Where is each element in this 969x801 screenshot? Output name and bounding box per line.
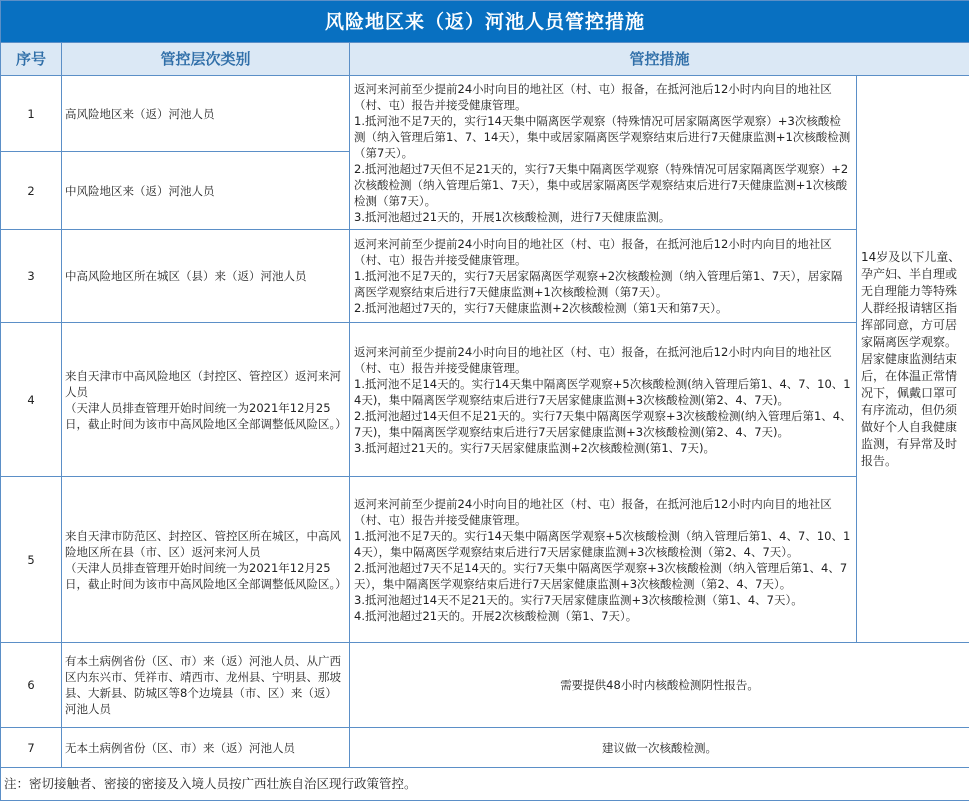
row-no: 7 bbox=[1, 728, 62, 768]
row-no: 3 bbox=[1, 230, 62, 323]
row-no: 1 bbox=[1, 76, 62, 152]
side-note: 14岁及以下儿童、孕产妇、半自理或无自理能力等特殊人群经报请辖区指挥部同意，方可居家隔离医学观察。居家健康监测结束后，在体温正常情况下，佩戴口罩可有序流动，但仍须做好个人自我健康监测，有异常及时报告。 bbox=[857, 76, 969, 643]
header-no: 序号 bbox=[1, 43, 62, 76]
header-measures: 管控措施 bbox=[350, 43, 969, 76]
row-category: 中风险地区来（返）河池人员 bbox=[62, 152, 350, 230]
table-row bbox=[1, 728, 969, 768]
row-category: 中高风险地区所在城区（县）来（返）河池人员 bbox=[62, 230, 350, 323]
table-row bbox=[1, 76, 969, 152]
footnote: 注：密切接触者、密接的密接及入境人员按广西壮族自治区现行政策管控。 bbox=[1, 768, 969, 801]
table-row bbox=[1, 477, 969, 643]
table-title: 风险地区来（返）河池人员管控措施 bbox=[1, 1, 969, 43]
table-row bbox=[1, 230, 969, 323]
row-category: 来自天津市防范区、封控区、管控区所在城区，中高风险地区所在县（市、区）返河来河人员 （天津人员排查管理开始时间统一为2021年12月25日，截止时间为该市中高风险地区全部调整低风险区。） bbox=[62, 477, 350, 643]
row-category: 有本土病例省份（区、市）来（返）河池人员、从广西区内东兴市、凭祥市、靖西市、龙州县、宁明县、那坡县、大新县、防城区等8个边境县（市、区）来（返）河池人员 bbox=[62, 643, 350, 728]
table-row bbox=[1, 323, 969, 477]
row-measures: 返河来河前至少提前24小时向目的地社区（村、屯）报备，在抵河池后12小时内向目的地社区（村、屯）报告并接受健康管理。 1.抵河池不足7天的。实行14天集中隔离医学观察+5次核酸检测（纳入管理后第1、4、7、10、14天），集中隔离医学观察结束后进行7天居家健康监测+3次核酸检测（第2、4、7天）。 2.抵河池超过7天不足14天的。实行7天集中隔离医学观察+3次核酸检测（纳入管理后第1、4、7天），集中隔离医学观察结束后进行7天居家健康监测+3次核酸检测（第2、4、7天）。 3.抵河池超过14天不足21天的。实行7天居家健康监测+3次核酸检测（第1、4、7天）。 4.抵河池超过21天的。开展2次核酸检测（第1、7天）。 bbox=[350, 477, 857, 643]
row-measures: 返河来河前至少提前24小时向目的地社区（村、屯）报备，在抵河池后12小时内向目的地社区（村、屯）报告并接受健康管理。 1.抵河池不足7天的，实行14天集中隔离医学观察（特殊情况可居家隔离医学观察）+3次核酸检测（纳入管理后第1、7、14天），集中或居家隔离医学观察结束后进行7天健康监测+1次核酸检测（第7天）。 2.抵河池超过7天但不足21天的，实行7天集中隔离医学观察（特殊情况可居家隔离医学观察）+2次核酸检测（纳入管理后第1、7天），集中或居家隔离医学观察结束后进行7天健康监测+1次核酸检测（第7天）。 3.抵河池超过21天的，开展1次核酸检测，进行7天健康监测。 bbox=[350, 76, 857, 230]
row-category: 高风险地区来（返）河池人员 bbox=[62, 76, 350, 152]
header-category: 管控层次类别 bbox=[62, 43, 350, 76]
row-category: 来自天津市中高风险地区（封控区、管控区）返河来河人员 （天津人员排查管理开始时间统一为2021年12月25日，截止时间为该市中高风险地区全部调整低风险区。） bbox=[62, 323, 350, 477]
row-measures: 建议做一次核酸检测。 bbox=[350, 728, 969, 768]
row-no: 5 bbox=[1, 477, 62, 643]
row-no: 2 bbox=[1, 152, 62, 230]
row-measures: 返河来河前至少提前24小时向目的地社区（村、屯）报备，在抵河池后12小时内向目的地社区（村、屯）报告并接受健康管理。 1.抵河池不足14天的。实行14天集中隔离医学观察+5次核酸检测(纳入管理后第1、4、7、10、14天)，集中隔离医学观察结束后进行7天居家健康监测+3次核酸检测(第2、4、7天)。 2.抵河池超过14天但不足21天的。实行7天集中隔离医学观察+3次核酸检测(纳入管理后第1、4、7天)，集中隔离医学观察结束后进行7天居家健康监测+3次核酸检测(第2、4、7天)。 3.抵河超过21天的。实行7天居家健康监测+2次核酸检测(第1、7天)。 bbox=[350, 323, 857, 477]
row-no: 6 bbox=[1, 643, 62, 728]
row-category: 无本土病例省份（区、市）来（返）河池人员 bbox=[62, 728, 350, 768]
row-measures: 需要提供48小时内核酸检测阴性报告。 bbox=[350, 643, 969, 728]
row-no: 4 bbox=[1, 323, 62, 477]
row-measures: 返河来河前至少提前24小时向目的地社区（村、屯）报备，在抵河池后12小时内向目的地社区（村、屯）报告并接受健康管理。 1.抵河池不足7天的，实行7天居家隔离医学观察+2次核酸检测（纳入管理后第1、7天），居家隔离医学观察结束后进行7天健康监测+1次核酸检测（第7天）。 2.抵河池超过7天的，实行7天健康监测+2次核酸检测（第1天和第7天）。 bbox=[350, 230, 857, 323]
table-row bbox=[1, 643, 969, 728]
